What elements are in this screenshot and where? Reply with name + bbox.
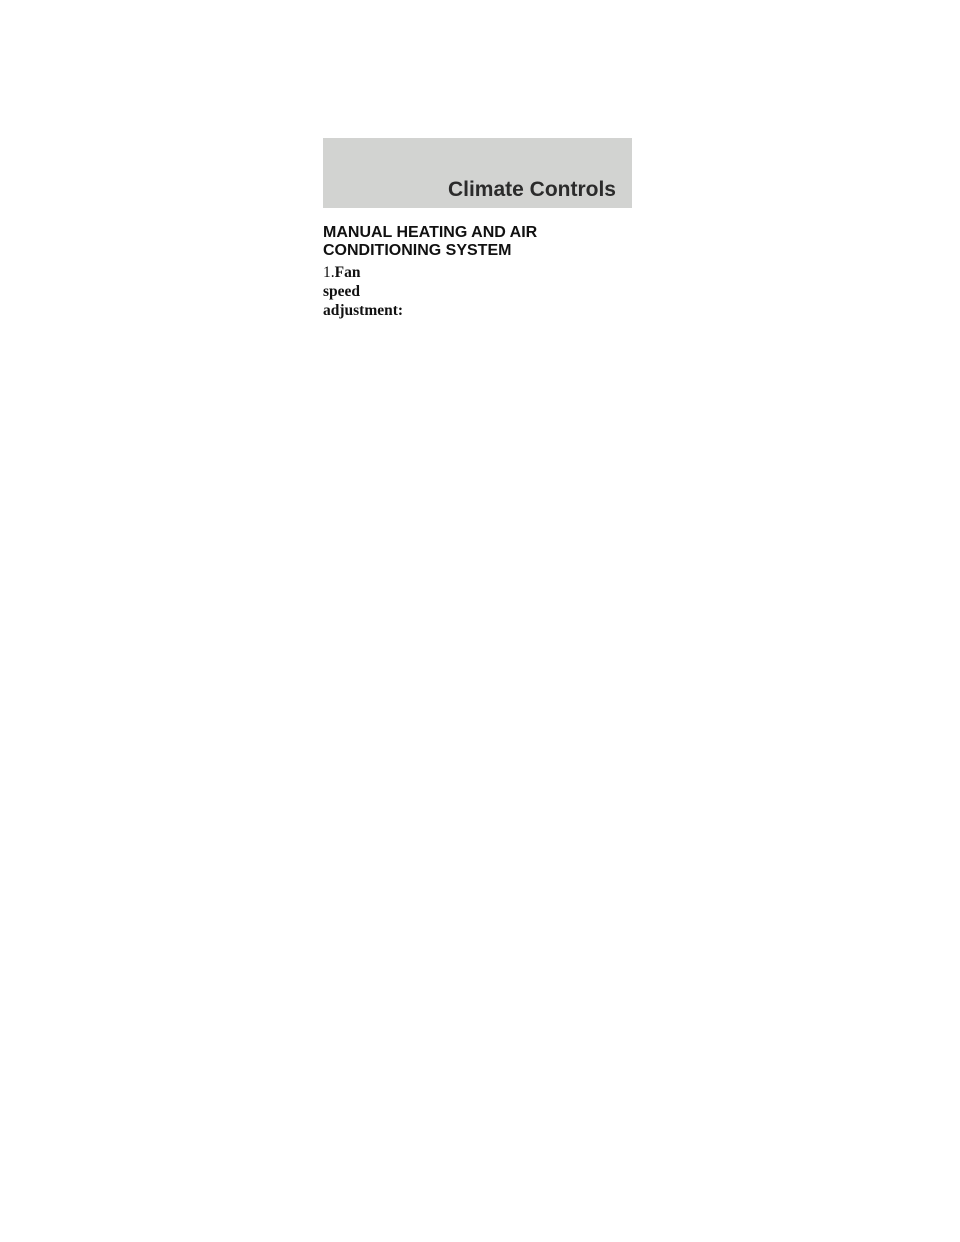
header-band: [323, 138, 632, 208]
control-1-number: 1.: [323, 264, 335, 281]
control-1-text: [323, 263, 404, 320]
control-1-label: Fan speed adjustment:: [323, 264, 404, 319]
page-header-title: Climate Controls: [447, 178, 616, 201]
section-title: MANUAL HEATING AND AIR CONDITIONING SYSTEM: [323, 224, 538, 259]
